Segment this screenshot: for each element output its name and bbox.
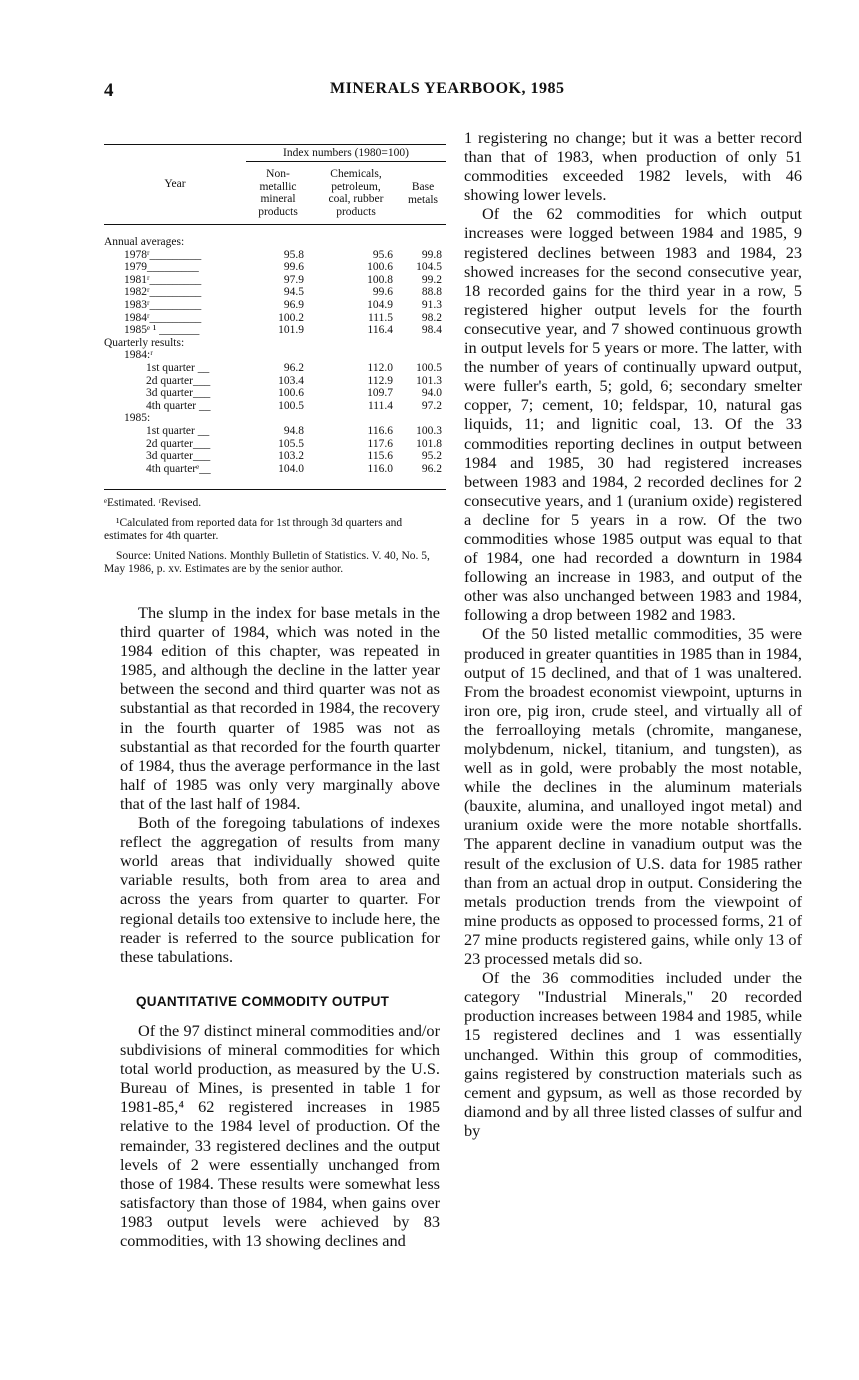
paragraph: Of the 36 commodities included under the category "Industrial Minerals," 20 recorded production increases between 1984 and 1985, while 15 registered declines and 1 was essentially unchanged. Within this group of commodities, gains registered by construction materials such as cement and gypsum, as well as those recorded by diamond and by all three listed classes of sulfur and by: [464, 968, 802, 1140]
table-row: [104, 375, 446, 388]
nonmetallic-column-header: Non- metallic mineral products: [258, 168, 298, 218]
table-row: [104, 400, 446, 413]
row-label: 2d quarter___: [146, 437, 211, 450]
row-label: 4th quarterᵉ__: [146, 462, 211, 475]
row-value: 100.5: [278, 399, 304, 412]
index-numbers-header: Index numbers (1980=100): [283, 147, 409, 159]
row-value: 112.0: [367, 361, 393, 374]
table-row: [104, 236, 446, 249]
row-value: 98.4: [421, 324, 442, 337]
row-value: 112.9: [367, 374, 393, 387]
row-value: 95.8: [283, 248, 304, 261]
row-value: 103.4: [278, 374, 304, 387]
row-value: 104.9: [367, 298, 393, 311]
left-column-text: [120, 603, 440, 966]
paragraph: Both of the foregoing tabulations of indexes reflect the aggregation of results from many world areas that individually showed quite variable results, both from area to area and across the years from quarter to quarter. For regional details too extensive to include here, the reader is referred to the source publication for these tabulations.: [120, 813, 440, 966]
paragraph: Of the 50 listed metallic commodities, 35 were produced in greater quantities in 1985 than in 1984, output of 15 declined, and that of 1 was unaltered. From the broadest economist viewpoint, upturns in iron ore, pig iron, crude steel, and virtually all of the ferroalloying metals (chromite, manganese, molybdenum, nickel, titanium, and tungsten), as well as in gold, were probably the most notable, while the declines in the aluminum materials (bauxite, alumina, and unalloyed ingot metal) and uranium oxide were the more notable shortfalls. The apparent decline in vanadium output was the result of the exclusion of U.S. data for 1985 rather than from an actual drop in output. Considering the metals production trends from the viewpoint of mine products as opposed to processed forms, 21 of 27 mine products registered gains, while only 13 of 23 processed metals did so.: [464, 624, 802, 969]
row-value: 97.9: [283, 273, 304, 286]
row-label: 1985:: [124, 412, 151, 425]
row-value: 99.2: [421, 273, 442, 286]
row-value: 96.2: [421, 462, 442, 475]
row-value: 99.8: [421, 248, 442, 261]
paragraph: The slump in the index for base metals in the third quarter of 1984, which was noted in the 1984 edition of this chapter, was repeated in 1985, and although the decline in the latter year between the second and third quarter was not as substantial as that recorded in 1984, the recovery in the fourth quarter of 1985 was not as substantial as that recorded for the fourth quarter of 1984, thus the average performance in the last half of 1985 was only very marginally above that of the last half of 1984.: [120, 603, 440, 813]
row-value: 94.5: [283, 286, 304, 299]
table-row: [104, 274, 446, 287]
row-value: 100.3: [416, 424, 442, 437]
row-value: 116.0: [367, 462, 393, 475]
row-label: 1982ʳ_________: [124, 286, 202, 299]
table-row: [104, 412, 446, 425]
year-column-header: Year: [164, 178, 186, 190]
row-label: 1981ʳ_________: [124, 273, 202, 286]
row-value: 101.8: [416, 437, 442, 450]
row-label: 3d quarter___: [146, 450, 211, 463]
row-label: Annual averages:: [104, 236, 185, 248]
table-row: [104, 249, 446, 262]
row-value: 99.6: [283, 261, 304, 274]
row-value: 111.4: [367, 399, 393, 412]
left-column-text-2: [120, 1021, 440, 1250]
paragraph: 1 registering no change; but it was a better record than that of 1983, when production of only 51 commodities exceeded 1982 levels, with 46 showing lower levels.: [464, 128, 802, 205]
table-row: [104, 450, 446, 463]
row-value: 94.8: [283, 424, 304, 437]
row-value: 101.9: [278, 324, 304, 337]
row-value: 116.4: [367, 324, 393, 337]
table-row: [104, 463, 446, 476]
table-bottom-rule: [104, 489, 446, 490]
row-value: 109.7: [367, 387, 393, 400]
table-row: [104, 286, 446, 299]
source-note: Source: United Nations. Monthly Bulletin of Statistics. V. 40, No. 5, May 1986, p. xv. Estimates are by the senior author.: [104, 550, 430, 575]
row-label: 1978ʳ_________: [124, 248, 202, 261]
row-value: 94.0: [421, 387, 442, 400]
legend-note: ᵉEstimated. ʳRevised.: [104, 497, 202, 509]
row-value: 99.6: [372, 286, 393, 299]
table-row: [104, 324, 446, 337]
running-title: MINERALS YEARBOOK, 1985: [330, 80, 565, 97]
row-value: 100.2: [278, 311, 304, 324]
base-metals-column-header: Base metals: [407, 181, 439, 206]
row-value: 100.6: [278, 387, 304, 400]
row-value: 95.6: [372, 248, 393, 261]
row-label: 3d quarter___: [146, 387, 211, 400]
row-value: 88.8: [421, 286, 442, 299]
table-body: [104, 236, 446, 475]
table-row: [104, 362, 446, 375]
row-value: 115.6: [367, 450, 393, 463]
row-label: Quarterly results:: [104, 336, 185, 349]
row-value: 100.6: [367, 261, 393, 274]
row-value: 95.2: [421, 450, 442, 463]
table-row: [104, 261, 446, 274]
right-column-text: [464, 128, 802, 1140]
table-row: [104, 438, 446, 451]
row-value: 100.8: [367, 273, 393, 286]
row-value: 111.5: [367, 311, 393, 324]
row-value: 105.5: [278, 437, 304, 450]
row-value: 104.5: [416, 261, 442, 274]
row-value: 97.2: [421, 399, 442, 412]
row-value: 101.3: [416, 374, 442, 387]
header-bottom-rule: [104, 224, 446, 225]
row-label: 1983ʳ_________: [124, 298, 202, 311]
table-row: [104, 337, 446, 350]
row-label: 1985ᵉ ¹ _______: [124, 324, 200, 337]
table-row: [104, 349, 446, 362]
row-label: 1st quarter __: [146, 361, 210, 374]
row-label: 1984:ʳ: [124, 349, 153, 362]
row-label: 1979_________: [124, 261, 199, 274]
table-row: [104, 312, 446, 325]
paragraph: Of the 97 distinct mineral commodities and/or subdivisions of mineral commodities for which total world production, as measured by the U.S. Bureau of Mines, is presented in table 1 for 1981-85,⁴ 62 registered increases in 1985 relative to the 1984 level of production. Of the remainder, 33 registered declines and the output levels of 2 were essentially unchanged from those of 1984. These results were somewhat less satisfactory than those of 1984, when gains over 1983 output levels were achieved by 83 commodities, with 13 showing declines and: [120, 1021, 440, 1251]
row-value: 117.6: [367, 437, 393, 450]
table-row: [104, 425, 446, 438]
row-value: 104.0: [278, 462, 304, 475]
table-top-rule: [104, 144, 446, 145]
chemicals-column-header: Chemicals, petroleum, coal, rubber products: [328, 168, 384, 218]
row-value: 96.2: [283, 361, 304, 374]
row-value: 91.3: [421, 298, 442, 311]
row-value: 116.6: [367, 424, 393, 437]
row-label: 4th quarter __: [146, 399, 211, 412]
row-label: 1st quarter __: [146, 424, 210, 437]
index-table: [104, 144, 446, 475]
index-header-rule: [246, 161, 446, 162]
row-value: 96.9: [283, 298, 304, 311]
row-value: 98.2: [421, 311, 442, 324]
paragraph: Of the 62 commodities for which output increases were logged between 1984 and 1985, 9 registered declines between 1983 and 1984, 23 showed increases for the second consecutive year, 18 recorded gains for the third year in a row, 5 registered higher output levels for the fourth consecutive year, and 7 showed continuous growth in output levels for 5 years or more. The latter, with the number of years of continually upward output, were fuller's earth, 5; gold, 6; secondary smelter copper, 7; cement, 10; feldspar, 10, natural gas liquids, 11; and lignitic coal, 13. Of the 33 commodities reporting declines in output between 1984 and 1985, 30 had registered increases between 1983 and 1984, 2 recorded declines for 2 consecutive years, and 1 (uranium oxide) registered a decline for 5 years in a row. Of the two commodities whose 1985 output was equal to that of 1984, one had recorded a downturn in 1984 following an increase in 1983, and output of the other was also unchanged between 1983 and 1984, following a drop between 1982 and 1983.: [464, 204, 802, 625]
row-label: 2d quarter___: [146, 374, 211, 387]
table-row: [104, 299, 446, 312]
section-heading: QUANTITATIVE COMMODITY OUTPUT: [136, 994, 390, 1009]
row-value: 103.2: [278, 450, 304, 463]
row-value: 100.5: [416, 361, 442, 374]
table-row: [104, 387, 446, 400]
footnote-1: ¹Calculated from reported data for 1st through 3d quarters and estimates for 4th quarter.: [104, 517, 403, 542]
table-notes: [104, 497, 446, 583]
row-label: 1984ʳ_________: [124, 311, 202, 324]
page-number: 4: [104, 80, 114, 101]
